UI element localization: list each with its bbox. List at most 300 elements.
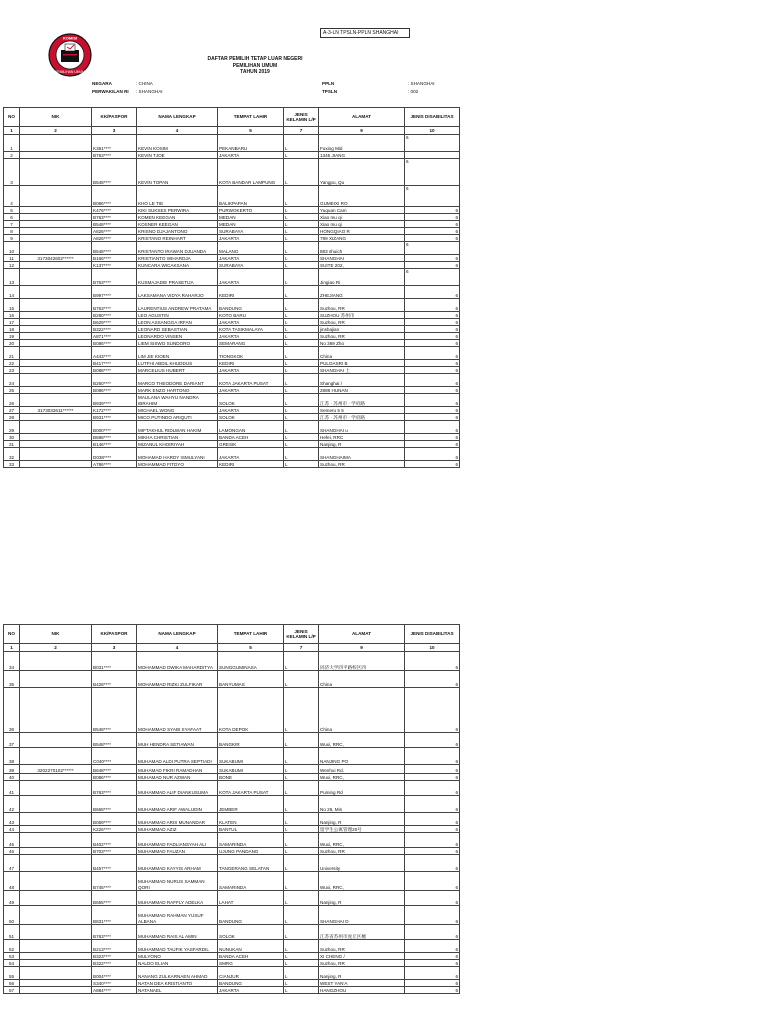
cell-jenis-kelamin: L bbox=[284, 207, 319, 214]
table-row bbox=[4, 796, 460, 813]
header-number-row bbox=[4, 127, 460, 135]
cell-alamat: 2888 HUNAN bbox=[319, 387, 405, 394]
cell-nik bbox=[20, 340, 92, 347]
cell-nik bbox=[20, 159, 92, 186]
cell-alamat: Nanjing, R bbox=[319, 891, 405, 906]
cell-alamat: 同济大学四平路校区四 bbox=[319, 652, 405, 671]
cell-tempat-lahir: BANDA ACEH bbox=[218, 953, 284, 960]
cell-jenis-kelamin: L bbox=[284, 186, 319, 207]
cell-disabilitas: 6 bbox=[405, 960, 460, 967]
cell-kk-paspor: B280**** bbox=[92, 312, 137, 319]
cell-alamat: SHANGHAI u bbox=[319, 421, 405, 434]
meta-left bbox=[92, 80, 163, 96]
cell-nik bbox=[20, 940, 92, 953]
cell-disabilitas: 6 bbox=[405, 269, 460, 286]
cell-tempat-lahir: BANTUL bbox=[218, 826, 284, 833]
column-number: 10 bbox=[405, 644, 460, 652]
cell-nama: KEVIN KOSIM bbox=[137, 135, 218, 152]
cell-alamat: Suzhou, RR bbox=[319, 319, 405, 326]
cell-disabilitas: 6 bbox=[405, 367, 460, 374]
cell-kk-paspor: A443**** bbox=[92, 347, 137, 360]
header-nama: NAMA LENGKAP bbox=[137, 625, 218, 644]
cell-alamat: China bbox=[319, 688, 405, 733]
cell-tempat-lahir: BANDUNG bbox=[218, 980, 284, 987]
cell-kk-paspor: A826**** bbox=[92, 235, 137, 242]
cell-nik bbox=[20, 235, 92, 242]
cell-alamat: GUMEIXI RO bbox=[319, 186, 405, 207]
cell-jenis-kelamin: L bbox=[284, 387, 319, 394]
cell-kk-paspor: B548**** bbox=[92, 221, 137, 228]
cell-no: 54 bbox=[4, 960, 20, 967]
table-row bbox=[4, 333, 460, 340]
cell-disabilitas: 6 bbox=[405, 765, 460, 774]
cell-alamat: 江苏 · 苏州市 · 学府路 bbox=[319, 414, 405, 421]
cell-jenis-kelamin: L bbox=[284, 159, 319, 186]
cell-alamat: HANGZHOU bbox=[319, 987, 405, 994]
cell-no: 41 bbox=[4, 781, 20, 796]
cell-disabilitas: 6 bbox=[405, 407, 460, 414]
cell-disabilitas: 6 bbox=[405, 207, 460, 214]
cell-jenis-kelamin: L bbox=[284, 748, 319, 765]
cell-alamat: Suzhou, RR bbox=[319, 461, 405, 468]
cell-alamat: Nanjing, R bbox=[319, 967, 405, 980]
table-row bbox=[4, 319, 460, 326]
cell-nama: MUHAMMAD NURUS SAMMAN QORI bbox=[137, 872, 218, 891]
header-jenis-kelamin: JENIS KELAMIN L/P bbox=[284, 108, 319, 127]
table-row bbox=[4, 221, 460, 228]
cell-nik bbox=[20, 987, 92, 994]
cell-alamat: WEST YAN'A bbox=[319, 980, 405, 987]
cell-jenis-kelamin: L bbox=[284, 228, 319, 235]
table-row bbox=[4, 855, 460, 872]
title-line: TAHUN 2019 bbox=[240, 69, 270, 75]
cell-no: 34 bbox=[4, 652, 20, 671]
cell-disabilitas: 6 bbox=[405, 374, 460, 387]
cell-jenis-kelamin: L bbox=[284, 319, 319, 326]
cell-disabilitas: 6 bbox=[405, 906, 460, 925]
meta-value: : 002 bbox=[408, 89, 419, 94]
column-number: 2 bbox=[20, 127, 92, 135]
cell-nama: KHO LE TIE bbox=[137, 186, 218, 207]
cell-nik bbox=[20, 967, 92, 980]
cell-nama: MOHAMMAD DWIKA MAHARDITYA bbox=[137, 652, 218, 671]
table-row bbox=[4, 461, 460, 468]
cell-alamat: SHANGHAI 上 bbox=[319, 367, 405, 374]
cell-kk-paspor: B668**** bbox=[92, 796, 137, 813]
cell-nama: NATAN DEA KRISTIANTO bbox=[137, 980, 218, 987]
cell-nik bbox=[20, 135, 92, 152]
table-row bbox=[4, 891, 460, 906]
cell-nama: MUHAMMAD KAYYIS ARHAM bbox=[137, 855, 218, 872]
kpu-logo bbox=[47, 32, 93, 78]
column-number: 7 bbox=[284, 644, 319, 652]
cell-disabilitas: 6 bbox=[405, 235, 460, 242]
table-row bbox=[4, 367, 460, 374]
cell-kk-paspor: B703**** bbox=[92, 848, 137, 855]
cell-no: 3 bbox=[4, 159, 20, 186]
table-row bbox=[4, 906, 460, 925]
table-row bbox=[4, 152, 460, 159]
cell-alamat: SHANGHAI bbox=[319, 255, 405, 262]
cell-kk-paspor: B402**** bbox=[92, 833, 137, 848]
cell-tempat-lahir: SEMARANG bbox=[218, 340, 284, 347]
header-no: NO bbox=[4, 625, 20, 644]
cell-kk-paspor: A884**** bbox=[92, 987, 137, 994]
header-row bbox=[4, 625, 460, 644]
cell-nik bbox=[20, 733, 92, 748]
cell-jenis-kelamin: L bbox=[284, 671, 319, 688]
cell-kk-paspor: K391**** bbox=[92, 135, 137, 152]
cell-tempat-lahir: SUNGGUMINASA bbox=[218, 652, 284, 671]
header-tempat-lahir: TEMPAT LAHIR bbox=[218, 625, 284, 644]
cell-alamat: China bbox=[319, 347, 405, 360]
cell-kk-paspor: B763**** bbox=[92, 152, 137, 159]
cell-no: 11 bbox=[4, 255, 20, 262]
cell-alamat: 883 shuich bbox=[319, 242, 405, 255]
cell-kk-paspor: B763**** bbox=[92, 781, 137, 796]
table-row bbox=[4, 135, 460, 152]
cell-alamat: Nanjing, R bbox=[319, 813, 405, 826]
svg-text:KOMISI: KOMISI bbox=[62, 35, 78, 41]
cell-alamat: HONGQIAO R bbox=[319, 228, 405, 235]
cell-nik bbox=[20, 848, 92, 855]
cell-kk-paspor: B004**** bbox=[92, 967, 137, 980]
cell-no: 39 bbox=[4, 765, 20, 774]
cell-disabilitas: 6 bbox=[405, 872, 460, 891]
cell-nama: MUHAMMAD TAUFIK YASFARDIL bbox=[137, 940, 218, 953]
cell-disabilitas: 6 bbox=[405, 671, 460, 688]
cell-tempat-lahir: SAMARINDA bbox=[218, 872, 284, 891]
table-row bbox=[4, 312, 460, 319]
svg-text:PEMILIHAN UMUM: PEMILIHAN UMUM bbox=[55, 70, 85, 74]
cell-no: 6 bbox=[4, 214, 20, 221]
cell-no: 2 bbox=[4, 152, 20, 159]
cell-tempat-lahir: JAKARTA bbox=[218, 987, 284, 994]
cell-disabilitas: 6 bbox=[405, 360, 460, 367]
cell-nama: KEVIN TOPAN bbox=[137, 159, 218, 186]
cell-no: 7 bbox=[4, 221, 20, 228]
cell-jenis-kelamin: L bbox=[284, 796, 319, 813]
header-number-row bbox=[4, 644, 460, 652]
cell-tempat-lahir: UJUNG PANDANG bbox=[218, 848, 284, 855]
cell-kk-paspor: B648**** bbox=[92, 765, 137, 774]
meta-label: NEGARA bbox=[92, 81, 112, 86]
cell-kk-paspor: B548**** bbox=[92, 159, 137, 186]
cell-jenis-kelamin: L bbox=[284, 813, 319, 826]
cell-alamat: Wuxi, RRC, bbox=[319, 733, 405, 748]
cell-disabilitas: 6 bbox=[405, 441, 460, 448]
cell-nik bbox=[20, 448, 92, 461]
cell-kk-paspor: B939**** bbox=[92, 394, 137, 407]
cell-no: 31 bbox=[4, 441, 20, 448]
cell-disabilitas: 6 bbox=[405, 833, 460, 848]
cell-alamat: University bbox=[319, 855, 405, 872]
cell-kk-paspor: B428**** bbox=[92, 671, 137, 688]
cell-tempat-lahir: PEKANBARU bbox=[218, 135, 284, 152]
column-number: 5 bbox=[218, 644, 284, 652]
cell-no: 52 bbox=[4, 940, 20, 953]
cell-jenis-kelamin: L bbox=[284, 262, 319, 269]
cell-nama: LAURENTIUS ANDREW PRATAMA bbox=[137, 299, 218, 312]
cell-alamat: Xiao mu qi bbox=[319, 221, 405, 228]
cell-kk-paspor: A786**** bbox=[92, 461, 137, 468]
cell-nik bbox=[20, 299, 92, 312]
cell-alamat: Wenhui Rd. bbox=[319, 765, 405, 774]
cell-jenis-kelamin: L bbox=[284, 214, 319, 221]
cell-nik bbox=[20, 221, 92, 228]
cell-alamat: Suzhou, RR bbox=[319, 848, 405, 855]
cell-jenis-kelamin: L bbox=[284, 374, 319, 387]
cell-jenis-kelamin: L bbox=[284, 235, 319, 242]
cell-tempat-lahir: SMRG bbox=[218, 960, 284, 967]
cell-tempat-lahir: SAMARINDA bbox=[218, 833, 284, 848]
cell-nik bbox=[20, 833, 92, 848]
table-row bbox=[4, 960, 460, 967]
cell-no: 25 bbox=[4, 387, 20, 394]
cell-disabilitas: 6 bbox=[405, 319, 460, 326]
table-row bbox=[4, 340, 460, 347]
cell-tempat-lahir: KEDIRI bbox=[218, 461, 284, 468]
cell-alamat: XI CHENG / bbox=[319, 953, 405, 960]
table-row bbox=[4, 159, 460, 186]
cell-nama: MUHAMAD FIKRI RAMADHAN bbox=[137, 765, 218, 774]
cell-jenis-kelamin: L bbox=[284, 347, 319, 360]
cell-nik bbox=[20, 891, 92, 906]
cell-disabilitas: 6 bbox=[405, 228, 460, 235]
cell-nik bbox=[20, 748, 92, 765]
cell-no: 53 bbox=[4, 953, 20, 960]
table-row bbox=[4, 394, 460, 407]
cell-kk-paspor: B322**** bbox=[92, 326, 137, 333]
cell-kk-paspor: B069**** bbox=[92, 813, 137, 826]
cell-alamat: Wuxi, RRC, bbox=[319, 774, 405, 781]
cell-nik bbox=[20, 925, 92, 940]
column-number: 7 bbox=[284, 127, 319, 135]
cell-jenis-kelamin: L bbox=[284, 407, 319, 414]
cell-jenis-kelamin: L bbox=[284, 953, 319, 960]
cell-nama: MUHAMMAD RAFFLY ADELKA bbox=[137, 891, 218, 906]
cell-nik: 3173032611****** bbox=[20, 407, 92, 414]
cell-alamat: SUZHOU 苏州市 bbox=[319, 312, 405, 319]
cell-kk-paspor: B997**** bbox=[92, 286, 137, 299]
cell-alamat: Hefei, RRC bbox=[319, 434, 405, 441]
cell-no: 15 bbox=[4, 299, 20, 312]
cell-no: 47 bbox=[4, 855, 20, 872]
cell-no: 26 bbox=[4, 394, 20, 407]
cell-kk-paspor: B260**** bbox=[92, 374, 137, 387]
cell-alamat: ZHEJIANG bbox=[319, 286, 405, 299]
cell-nik bbox=[20, 872, 92, 891]
cell-kk-paspor: B629**** bbox=[92, 319, 137, 326]
table-row bbox=[4, 414, 460, 421]
cell-nama: MOHAMMAD FITDYO bbox=[137, 461, 218, 468]
cell-jenis-kelamin: L bbox=[284, 441, 319, 448]
cell-no: 48 bbox=[4, 872, 20, 891]
cell-jenis-kelamin: L bbox=[284, 434, 319, 441]
cell-nik bbox=[20, 360, 92, 367]
cell-alamat: 留学生公寓管理20号 bbox=[319, 826, 405, 833]
cell-disabilitas: 6 bbox=[405, 347, 460, 360]
cell-tempat-lahir: MALANG bbox=[218, 242, 284, 255]
header-jenis-kelamin: JENIS KELAMIN L/P bbox=[284, 625, 319, 644]
cell-alamat: Yangpu, Qu bbox=[319, 159, 405, 186]
column-number: 1 bbox=[4, 644, 20, 652]
table-row bbox=[4, 374, 460, 387]
cell-tempat-lahir: SOLOK bbox=[218, 394, 284, 407]
cell-nama: MICO PUTINDO ARIQUTI bbox=[137, 414, 218, 421]
cell-alamat: PULOASRI B bbox=[319, 360, 405, 367]
cell-kk-paspor: B086**** bbox=[92, 774, 137, 781]
cell-no: 33 bbox=[4, 461, 20, 468]
cell-nama: MUH HENDRA SETIAWAN bbox=[137, 733, 218, 748]
cell-alamat: Wuxi, RRC, bbox=[319, 833, 405, 848]
cell-disabilitas: 6 bbox=[405, 135, 460, 152]
cell-nik bbox=[20, 214, 92, 221]
cell-kk-paspor: B031**** bbox=[92, 652, 137, 671]
cell-kk-paspor: K137**** bbox=[92, 262, 137, 269]
cell-disabilitas: 6 bbox=[405, 242, 460, 255]
cell-jenis-kelamin: L bbox=[284, 855, 319, 872]
cell-no: 44 bbox=[4, 826, 20, 833]
header-alamat: ALAMAT bbox=[319, 108, 405, 127]
cell-alamat: SUITE 202, bbox=[319, 262, 405, 269]
cell-nama: KRISTANTO IRAWAN DJUANDA bbox=[137, 242, 218, 255]
cell-nik bbox=[20, 326, 92, 333]
cell-nama: MIKHA CHRISTIAN bbox=[137, 434, 218, 441]
cell-tempat-lahir: JAKARTA bbox=[218, 269, 284, 286]
cell-tempat-lahir: SOLOK bbox=[218, 414, 284, 421]
document-code: A-3-LN TPSLN-PPLN SHANGHAI bbox=[320, 28, 410, 38]
cell-disabilitas: 6 bbox=[405, 214, 460, 221]
cell-tempat-lahir: JAKARTA bbox=[218, 319, 284, 326]
cell-nik bbox=[20, 441, 92, 448]
cell-nik bbox=[20, 242, 92, 255]
cell-nik bbox=[20, 312, 92, 319]
cell-tempat-lahir: KEDIRI bbox=[218, 286, 284, 299]
cell-tempat-lahir: BALIKPAPAN bbox=[218, 186, 284, 207]
cell-no: 5 bbox=[4, 207, 20, 214]
table-row bbox=[4, 953, 460, 960]
cell-tempat-lahir: PURWOKERTO bbox=[218, 207, 284, 214]
cell-alamat: SHANGHAI D bbox=[319, 906, 405, 925]
table-row bbox=[4, 387, 460, 394]
cell-kk-paspor: B086**** bbox=[92, 387, 137, 394]
cell-kk-paspor: K226**** bbox=[92, 826, 137, 833]
cell-tempat-lahir: JAKARTA bbox=[218, 152, 284, 159]
cell-tempat-lahir: NUNUKAN bbox=[218, 940, 284, 953]
cell-jenis-kelamin: L bbox=[284, 774, 319, 781]
cell-no: 57 bbox=[4, 987, 20, 994]
cell-nama: MOHAMAD HARDY ISMULYANI bbox=[137, 448, 218, 461]
cell-jenis-kelamin: L bbox=[284, 906, 319, 925]
cell-no: 23 bbox=[4, 367, 20, 374]
cell-disabilitas: 6 bbox=[405, 826, 460, 833]
column-number: 4 bbox=[137, 127, 218, 135]
title-line: PEMILIHAN UMUM bbox=[232, 62, 278, 69]
table-row bbox=[4, 347, 460, 360]
cell-disabilitas: 6 bbox=[405, 221, 460, 228]
cell-kk-paspor: B457**** bbox=[92, 855, 137, 872]
cell-kk-paspor: B831**** bbox=[92, 906, 137, 925]
cell-alamat: Wuxi, RRC, bbox=[319, 872, 405, 891]
meta-label: PPLN bbox=[322, 81, 335, 86]
cell-tempat-lahir: KOTO BARU bbox=[218, 312, 284, 319]
cell-tempat-lahir: BANDUNG bbox=[218, 906, 284, 925]
cell-kk-paspor: B548**** bbox=[92, 688, 137, 733]
cell-jenis-kelamin: L bbox=[284, 872, 319, 891]
cell-no: 14 bbox=[4, 286, 20, 299]
cell-no: 19 bbox=[4, 333, 20, 340]
cell-nama: MICHAEL WONG bbox=[137, 407, 218, 414]
cell-disabilitas: 6 bbox=[405, 333, 460, 340]
cell-nama: MUHAMMAD FADLIANSYAH ALI bbox=[137, 833, 218, 848]
cell-no: 45 bbox=[4, 833, 20, 848]
cell-no: 21 bbox=[4, 347, 20, 360]
cell-disabilitas: 6 bbox=[405, 733, 460, 748]
cell-kk-paspor: B146**** bbox=[92, 441, 137, 448]
cell-alamat: Suzhou, RR bbox=[319, 333, 405, 340]
cell-alamat: Yuquan Cam bbox=[319, 207, 405, 214]
cell-disabilitas: 6 bbox=[405, 848, 460, 855]
cell-kk-paspor: B417**** bbox=[92, 360, 137, 367]
cell-kk-paspor: C040**** bbox=[92, 748, 137, 765]
cell-nama: KUNCARA WICAKSANA bbox=[137, 262, 218, 269]
header-kk-paspor: KK/PASPOR bbox=[92, 108, 137, 127]
cell-no: 51 bbox=[4, 925, 20, 940]
cell-nama: NANANG ZULKARNAEN AHMAD bbox=[137, 967, 218, 980]
column-number: 4 bbox=[137, 644, 218, 652]
cell-jenis-kelamin: L bbox=[284, 312, 319, 319]
cell-jenis-kelamin: L bbox=[284, 394, 319, 407]
table-row bbox=[4, 980, 460, 987]
cell-jenis-kelamin: L bbox=[284, 299, 319, 312]
cell-no: 49 bbox=[4, 891, 20, 906]
cell-tempat-lahir: BANDA ACEH bbox=[218, 434, 284, 441]
cell-kk-paspor: B213**** bbox=[92, 940, 137, 953]
cell-alamat: No 369 Zho bbox=[319, 340, 405, 347]
cell-jenis-kelamin: L bbox=[284, 826, 319, 833]
cell-no: 12 bbox=[4, 262, 20, 269]
cell-disabilitas: 6 bbox=[405, 925, 460, 940]
cell-nik bbox=[20, 347, 92, 360]
cell-nama: MOHAMMAD SYABI SYAFAAT bbox=[137, 688, 218, 733]
cell-disabilitas: 6 bbox=[405, 987, 460, 994]
cell-nama: KIKI SUKSES PERWIRA bbox=[137, 207, 218, 214]
cell-disabilitas bbox=[405, 152, 460, 159]
table-row bbox=[4, 940, 460, 953]
table-row bbox=[4, 987, 460, 994]
table-row bbox=[4, 441, 460, 448]
cell-tempat-lahir: TANGERANG SELATAN bbox=[218, 855, 284, 872]
cell-kk-paspor: B166**** bbox=[92, 255, 137, 262]
cell-nik bbox=[20, 269, 92, 286]
cell-kk-paspor: B763**** bbox=[92, 214, 137, 221]
table-row bbox=[4, 186, 460, 207]
cell-tempat-lahir: BANYUMAS bbox=[218, 671, 284, 688]
cell-nik: 3173042602****** bbox=[20, 255, 92, 262]
cell-tempat-lahir: JAKARTA bbox=[218, 367, 284, 374]
meta-value: : SHANGHAI bbox=[408, 81, 435, 86]
header-tempat-lahir: TEMPAT LAHIR bbox=[218, 108, 284, 127]
table-row bbox=[4, 299, 460, 312]
cell-disabilitas: 6 bbox=[405, 299, 460, 312]
cell-disabilitas: 6 bbox=[405, 286, 460, 299]
cell-nama: MUHAMMAD ARIS MUNANDAR bbox=[137, 813, 218, 826]
cell-jenis-kelamin: L bbox=[284, 891, 319, 906]
cell-no: 28 bbox=[4, 414, 20, 421]
cell-kk-paspor: B745**** bbox=[92, 872, 137, 891]
cell-nama: MUHAMAD NUR AZWAN bbox=[137, 774, 218, 781]
